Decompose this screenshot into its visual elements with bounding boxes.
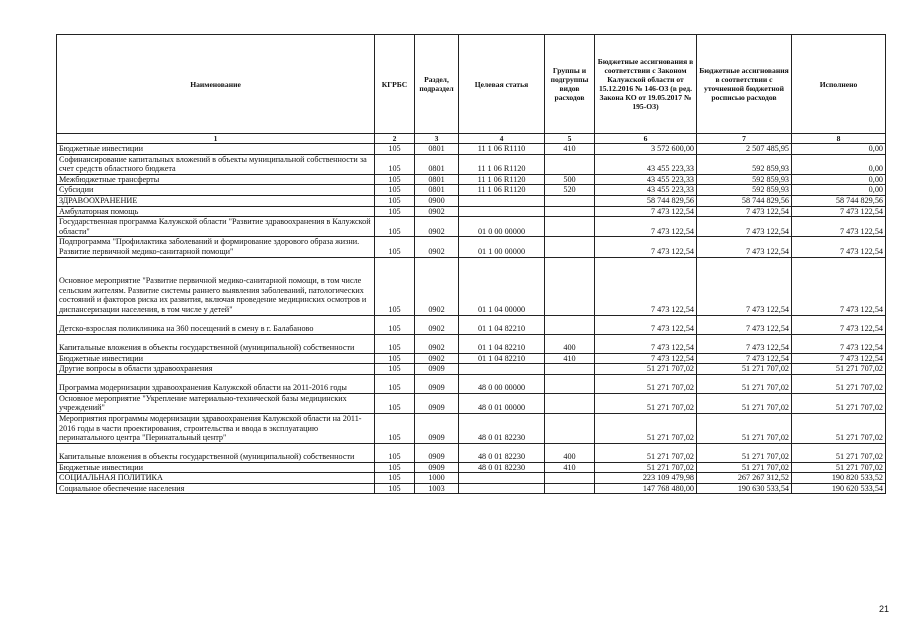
cell-kgrbs: 105: [375, 195, 415, 206]
column-number: 2: [375, 134, 415, 144]
cell-target: 01 1 04 82210: [459, 353, 545, 364]
cell-section: 0902: [415, 315, 459, 334]
cell-law: 43 455 223,33: [595, 154, 697, 174]
cell-group: [545, 195, 595, 206]
cell-group: 400: [545, 334, 595, 353]
cell-law: 51 271 707,02: [595, 443, 697, 462]
cell-group: [545, 237, 595, 257]
cell-name: Субсидии: [57, 185, 375, 196]
cell-law: 7 473 122,54: [595, 353, 697, 364]
column-number: 1: [57, 134, 375, 144]
cell-refined: 51 271 707,02: [697, 374, 792, 393]
cell-group: [545, 257, 595, 315]
cell-kgrbs: 105: [375, 315, 415, 334]
cell-law: 223 109 479,98: [595, 473, 697, 484]
cell-section: 0902: [415, 353, 459, 364]
cell-executed: 7 473 122,54: [792, 334, 886, 353]
cell-refined: 2 507 485,95: [697, 144, 792, 155]
cell-name: Другие вопросы в области здравоохранения: [57, 364, 375, 375]
cell-law: 43 455 223,33: [595, 174, 697, 185]
cell-law: 3 572 600,00: [595, 144, 697, 155]
table-row: [57, 334, 886, 353]
table-row: [57, 174, 886, 185]
cell-executed: 190 820 533,52: [792, 473, 886, 484]
cell-section: 0909: [415, 462, 459, 473]
cell-kgrbs: 105: [375, 185, 415, 196]
cell-refined: 51 271 707,02: [697, 413, 792, 443]
cell-law: 43 455 223,33: [595, 185, 697, 196]
cell-target: 01 1 04 82210: [459, 315, 545, 334]
table-row: [57, 353, 886, 364]
column-number: 3: [415, 134, 459, 144]
cell-target: 11 1 06 R1120: [459, 154, 545, 174]
header-refined: Бюджетные ассигнования в соответствии с уточненной бюджетной росписью расходов: [697, 35, 792, 134]
cell-name: Амбулаторная помощь: [57, 206, 375, 217]
header-name: Наименование: [57, 35, 375, 134]
cell-group: [545, 364, 595, 375]
cell-group: [545, 206, 595, 217]
cell-executed: 0,00: [792, 185, 886, 196]
table-row: [57, 443, 886, 462]
header-kgrbs: КГРБС: [375, 35, 415, 134]
cell-name: ЗДРАВООХРАНЕНИЕ: [57, 195, 375, 206]
cell-group: 400: [545, 443, 595, 462]
cell-name: Основное мероприятие "Укрепление материально-технической базы медицинских учреждений": [57, 393, 375, 413]
cell-name: Межбюджетные трансферты: [57, 174, 375, 185]
cell-law: 7 473 122,54: [595, 217, 697, 237]
table-row: [57, 364, 886, 375]
cell-group: [545, 315, 595, 334]
header-row: [57, 35, 886, 134]
cell-name: СОЦИАЛЬНАЯ ПОЛИТИКА: [57, 473, 375, 484]
cell-name: Государственная программа Калужской области "Развитие здравоохранения в Калужской области": [57, 217, 375, 237]
cell-kgrbs: 105: [375, 443, 415, 462]
cell-executed: 7 473 122,54: [792, 206, 886, 217]
cell-executed: 51 271 707,02: [792, 462, 886, 473]
cell-refined: 190 630 533,54: [697, 483, 792, 494]
cell-law: 7 473 122,54: [595, 315, 697, 334]
table-row: [57, 154, 886, 174]
cell-group: 520: [545, 185, 595, 196]
cell-refined: 267 267 312,52: [697, 473, 792, 484]
cell-group: [545, 393, 595, 413]
column-number: 5: [545, 134, 595, 144]
cell-executed: 51 271 707,02: [792, 393, 886, 413]
cell-target: 01 1 00 00000: [459, 237, 545, 257]
table-row: [57, 206, 886, 217]
cell-section: 0801: [415, 185, 459, 196]
cell-name: Социальное обеспечение населения: [57, 483, 375, 494]
table-row: [57, 483, 886, 494]
cell-group: [545, 217, 595, 237]
cell-section: 0801: [415, 174, 459, 185]
header-law: Бюджетные ассигнования в соответствии с Законом Калужской области от 15.12.2016 № 146-ОЗ (в ред. Закона КО от 19.05.2017 № 195-ОЗ): [595, 35, 697, 134]
cell-name: Детско-взрослая поликлиника на 360 посещений в смену в г. Балабаново: [57, 315, 375, 334]
cell-refined: 7 473 122,54: [697, 257, 792, 315]
cell-target: 01 1 04 82210: [459, 334, 545, 353]
cell-refined: 592 859,93: [697, 185, 792, 196]
cell-group: [545, 473, 595, 484]
cell-section: 0909: [415, 443, 459, 462]
cell-kgrbs: 105: [375, 257, 415, 315]
cell-executed: 51 271 707,02: [792, 374, 886, 393]
table-row: [57, 237, 886, 257]
cell-executed: 7 473 122,54: [792, 237, 886, 257]
cell-law: 7 473 122,54: [595, 257, 697, 315]
cell-target: 48 0 01 00000: [459, 393, 545, 413]
cell-group: 410: [545, 462, 595, 473]
cell-executed: 7 473 122,54: [792, 353, 886, 364]
header-executed: Исполнено: [792, 35, 886, 134]
cell-kgrbs: 105: [375, 334, 415, 353]
cell-refined: 7 473 122,54: [697, 206, 792, 217]
table-row: [57, 462, 886, 473]
cell-executed: 58 744 829,56: [792, 195, 886, 206]
cell-kgrbs: 105: [375, 154, 415, 174]
cell-kgrbs: 105: [375, 393, 415, 413]
cell-group: 410: [545, 144, 595, 155]
cell-target: 11 1 06 R1120: [459, 174, 545, 185]
cell-executed: 51 271 707,02: [792, 364, 886, 375]
cell-refined: 7 473 122,54: [697, 334, 792, 353]
cell-kgrbs: 105: [375, 174, 415, 185]
cell-kgrbs: 105: [375, 364, 415, 375]
cell-target: 11 1 06 R1120: [459, 185, 545, 196]
header-group: Группы и подгруппы видов расходов: [545, 35, 595, 134]
cell-refined: 7 473 122,54: [697, 353, 792, 364]
cell-target: [459, 195, 545, 206]
cell-law: 51 271 707,02: [595, 374, 697, 393]
table-row: [57, 413, 886, 443]
table-row: [57, 473, 886, 484]
cell-refined: 7 473 122,54: [697, 315, 792, 334]
cell-executed: 7 473 122,54: [792, 315, 886, 334]
table-row: [57, 217, 886, 237]
cell-kgrbs: 105: [375, 462, 415, 473]
cell-law: 147 768 480,00: [595, 483, 697, 494]
cell-section: 0902: [415, 334, 459, 353]
cell-kgrbs: 105: [375, 483, 415, 494]
cell-target: 48 0 00 00000: [459, 374, 545, 393]
cell-kgrbs: 105: [375, 144, 415, 155]
column-number: 8: [792, 134, 886, 144]
cell-target: 01 0 00 00000: [459, 217, 545, 237]
table-row: [57, 195, 886, 206]
table-row: [57, 144, 886, 155]
cell-executed: 0,00: [792, 144, 886, 155]
cell-group: [545, 154, 595, 174]
cell-group: [545, 483, 595, 494]
cell-kgrbs: 105: [375, 237, 415, 257]
cell-target: 48 0 01 82230: [459, 413, 545, 443]
header-section: Раздел, подраздел: [415, 35, 459, 134]
cell-target: 48 0 01 82230: [459, 462, 545, 473]
cell-executed: 51 271 707,02: [792, 413, 886, 443]
column-number: 6: [595, 134, 697, 144]
cell-target: [459, 473, 545, 484]
cell-kgrbs: 105: [375, 217, 415, 237]
column-number-row: [57, 134, 886, 144]
cell-section: 0801: [415, 154, 459, 174]
cell-section: 1003: [415, 483, 459, 494]
cell-executed: 7 473 122,54: [792, 257, 886, 315]
cell-target: 01 1 04 00000: [459, 257, 545, 315]
cell-group: [545, 413, 595, 443]
cell-refined: 7 473 122,54: [697, 217, 792, 237]
cell-name: Бюджетные инвестиции: [57, 144, 375, 155]
cell-name: Бюджетные инвестиции: [57, 462, 375, 473]
table-row: [57, 185, 886, 196]
cell-kgrbs: 105: [375, 374, 415, 393]
cell-section: 1000: [415, 473, 459, 484]
cell-executed: 0,00: [792, 154, 886, 174]
cell-name: Программа модернизации здравоохранения Калужской области на 2011-2016 годы: [57, 374, 375, 393]
cell-refined: 7 473 122,54: [697, 237, 792, 257]
cell-executed: 190 620 533,54: [792, 483, 886, 494]
cell-name: Софинансирование капитальных вложений в объекты муниципальной собственности за счет средств областного бюджета: [57, 154, 375, 174]
cell-law: 7 473 122,54: [595, 334, 697, 353]
cell-law: 58 744 829,56: [595, 195, 697, 206]
table-row: [57, 393, 886, 413]
cell-law: 7 473 122,54: [595, 237, 697, 257]
table-row: [57, 315, 886, 334]
cell-refined: 51 271 707,02: [697, 393, 792, 413]
table-body: [57, 144, 886, 494]
budget-table: [56, 34, 886, 494]
cell-target: [459, 483, 545, 494]
cell-law: 51 271 707,02: [595, 462, 697, 473]
cell-group: [545, 374, 595, 393]
cell-section: 0909: [415, 393, 459, 413]
cell-section: 0909: [415, 413, 459, 443]
cell-section: 0801: [415, 144, 459, 155]
cell-refined: 51 271 707,02: [697, 443, 792, 462]
cell-section: 0902: [415, 206, 459, 217]
cell-executed: 51 271 707,02: [792, 443, 886, 462]
cell-group: 410: [545, 353, 595, 364]
cell-section: 0902: [415, 257, 459, 315]
cell-law: 7 473 122,54: [595, 206, 697, 217]
cell-target: 48 0 01 82230: [459, 443, 545, 462]
cell-executed: 7 473 122,54: [792, 217, 886, 237]
cell-refined: 51 271 707,02: [697, 364, 792, 375]
cell-refined: 51 271 707,02: [697, 462, 792, 473]
column-number: 7: [697, 134, 792, 144]
cell-name: Основное мероприятие "Развитие первичной медико-санитарной помощи, в том числе сельским жителям. Развитие системы раннего выявления заболеваний, патологических состояний и факторов риска их развития, включая проведение медицинских осмотров и диспансеризации населения, в том числе у детей": [57, 257, 375, 315]
cell-law: 51 271 707,02: [595, 393, 697, 413]
cell-name: Мероприятия программы модернизации здравоохранения Калужской области на 2011-2016 годы в части проектирования, строительства и ввода в эксплуатацию перинатального центра "Перинатальный центр": [57, 413, 375, 443]
cell-name: Капитальные вложения в объекты государственной (муниципальной) собственности: [57, 443, 375, 462]
cell-target: [459, 206, 545, 217]
cell-law: 51 271 707,02: [595, 413, 697, 443]
cell-section: 0902: [415, 217, 459, 237]
cell-refined: 58 744 829,56: [697, 195, 792, 206]
cell-target: [459, 364, 545, 375]
cell-kgrbs: 105: [375, 206, 415, 217]
table-row: [57, 257, 886, 315]
cell-group: 500: [545, 174, 595, 185]
cell-section: 0902: [415, 237, 459, 257]
cell-section: 0909: [415, 374, 459, 393]
column-number: 4: [459, 134, 545, 144]
cell-kgrbs: 105: [375, 473, 415, 484]
page-number: 21: [878, 604, 889, 614]
cell-kgrbs: 105: [375, 353, 415, 364]
cell-name: Подпрограмма "Профилактика заболеваний и формирование здорового образа жизни. Развитие первичной медико-санитарной помощи": [57, 237, 375, 257]
cell-name: Капитальные вложения в объекты государственной (муниципальной) собственности: [57, 334, 375, 353]
cell-section: 0909: [415, 364, 459, 375]
table-row: [57, 374, 886, 393]
cell-section: 0900: [415, 195, 459, 206]
cell-target: 11 1 06 R1110: [459, 144, 545, 155]
cell-law: 51 271 707,02: [595, 364, 697, 375]
cell-name: Бюджетные инвестиции: [57, 353, 375, 364]
cell-refined: 592 859,93: [697, 174, 792, 185]
cell-kgrbs: 105: [375, 413, 415, 443]
cell-refined: 592 859,93: [697, 154, 792, 174]
header-target: Целевая статья: [459, 35, 545, 134]
cell-executed: 0,00: [792, 174, 886, 185]
